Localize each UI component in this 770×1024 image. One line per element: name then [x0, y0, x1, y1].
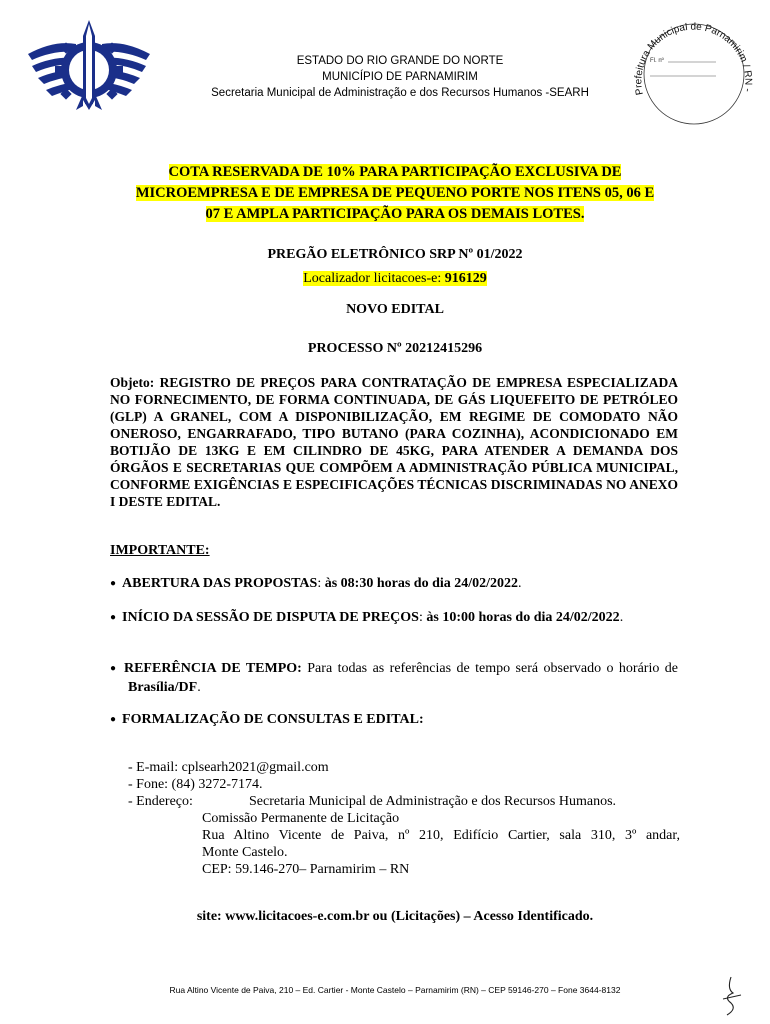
stamp-fl-label: Fl. nº	[650, 58, 664, 64]
signature-initials	[713, 975, 749, 1017]
cota-reservada-notice	[100, 162, 690, 225]
contact-email: - E-mail: cplsearh2021@gmail.com	[128, 760, 329, 775]
bullet-dot-icon: ●	[110, 663, 118, 674]
endereco-label: - Endereço:	[128, 794, 193, 809]
cota-line-1: COTA RESERVADA DE 10% PARA PARTICIPAÇÃO EXCLUSIVA DE	[168, 164, 622, 180]
page-footer: Rua Altino Vicente de Paiva, 210 – Ed. Cartier - Monte Castelo – Parnamirim (RN) – CEP 59146-270 – Fone 3644-8132	[169, 985, 621, 995]
header-municipality: MUNICÍPIO DE PARNAMIRIM	[322, 71, 478, 83]
contact-endereco	[128, 793, 688, 810]
referencia-label: REFERÊNCIA DE TEMPO:	[123, 661, 302, 676]
abertura-sep: :	[317, 576, 325, 591]
site-line: site: www.licitacoes-e.com.br ou (Licitações) – Acesso Identificado.	[196, 909, 594, 924]
referencia-text: Para todas as referências de tempo será observado o horário de	[301, 661, 679, 676]
referencia-place: Brasília/DF	[128, 680, 198, 695]
abertura-end: .	[518, 576, 522, 591]
formalizacao-label: FORMALIZAÇÃO DE CONSULTAS E EDITAL:	[122, 712, 424, 727]
bullet-formalizacao	[110, 711, 678, 730]
bullet-referencia	[110, 660, 678, 697]
localizador-value: 916129	[444, 271, 487, 286]
abertura-label: ABERTURA DAS PROPOSTAS	[122, 576, 318, 591]
localizador	[0, 271, 770, 287]
inicio-label: INÍCIO DA SESSÃO DE DISPUTA DE PREÇOS	[122, 610, 419, 625]
endereco-line-4: Monte Castelo.	[202, 845, 288, 860]
pregao-title: PREGÃO ELETRÔNICO SRP Nº 01/2022	[267, 247, 523, 262]
header-state: ESTADO DO RIO GRANDE DO NORTE	[296, 55, 504, 67]
endereco-line-3: Rua Altino Vicente de Paiva, nº 210, Edifício Cartier, sala 310, 3º andar,	[202, 828, 680, 843]
endereco-line-2: Comissão Permanente de Licitação	[202, 811, 400, 826]
cota-line-2: MICROEMPRESA E DE EMPRESA DE PEQUENO PORTE NOS ITENS 05, 06 E	[135, 185, 655, 201]
bullet-abertura	[110, 575, 678, 594]
stamp-arc-text: Prefeitura Municipal de Parnamirim / RN -	[633, 21, 754, 96]
importante-heading: IMPORTANTE:	[110, 543, 210, 558]
parnamirim-coat-of-arms-logo	[24, 14, 154, 124]
endereco-line-5: CEP: 59.146-270– Parnamirim – RN	[202, 862, 410, 877]
novo-edital-title: NOVO EDITAL	[346, 302, 444, 317]
localizador-label: Localizador licitacoes-e:	[303, 271, 445, 286]
bullet-dot-icon: ●	[110, 578, 117, 589]
referencia-end: .	[197, 680, 201, 695]
inicio-end: .	[619, 610, 624, 625]
abertura-value: às 08:30 horas do dia 24/02/2022	[324, 576, 519, 591]
inicio-value: às 10:00 horas do dia 24/02/2022	[426, 610, 620, 625]
header-secretariat: Secretaria Municipal de Administração e dos Recursos Humanos -SEARH	[211, 87, 589, 99]
bullet-inicio	[110, 609, 678, 628]
contact-block	[128, 759, 688, 878]
objeto-paragraph: Objeto: REGISTRO DE PREÇOS PARA CONTRATAÇÃO DE EMPRESA ESPECIALIZADA NO FORNECIMENTO, DE FORMA CONTINUADA, DE GÁS LIQUEFEITO DE PETRÓLEO (GLP) A GRANEL, COM A DISPONIBILIZAÇÃO, EM REGIME DE COMODATO NÃO ONEROSO, ENGARRAFADO, TIPO BUTANO (PARA COZINHA), ACONDICIONADO EM BOTIJÃO DE 13KG E EM CILINDRO DE 45KG, PARA ATENDER A DEMANDA DOS ÓRGÃOS E SECRETARIAS QUE COMPÕEM A ADMINISTRAÇÃO PÚBLICA MUNICIPAL, CONFORME EXIGÊNCIAS E ESPECIFICAÇÕES TÉCNICAS DISCRIMINADAS NO ANEXO I DESTE EDITAL.	[110, 375, 678, 509]
cota-line-3: 07 E AMPLA PARTICIPAÇÃO PARA OS DEMAIS LOTES.	[205, 206, 585, 222]
processo-number: PROCESSO Nº 20212415296	[307, 341, 483, 356]
contact-fone: - Fone: (84) 3272-7174.	[128, 777, 263, 792]
endereco-line-1: Secretaria Municipal de Administração e dos Recursos Humanos.	[249, 794, 617, 809]
bullet-dot-icon: ●	[110, 612, 117, 623]
bullet-dot-icon: ●	[110, 714, 117, 725]
document-header	[150, 53, 650, 101]
inicio-sep: :	[418, 610, 427, 625]
